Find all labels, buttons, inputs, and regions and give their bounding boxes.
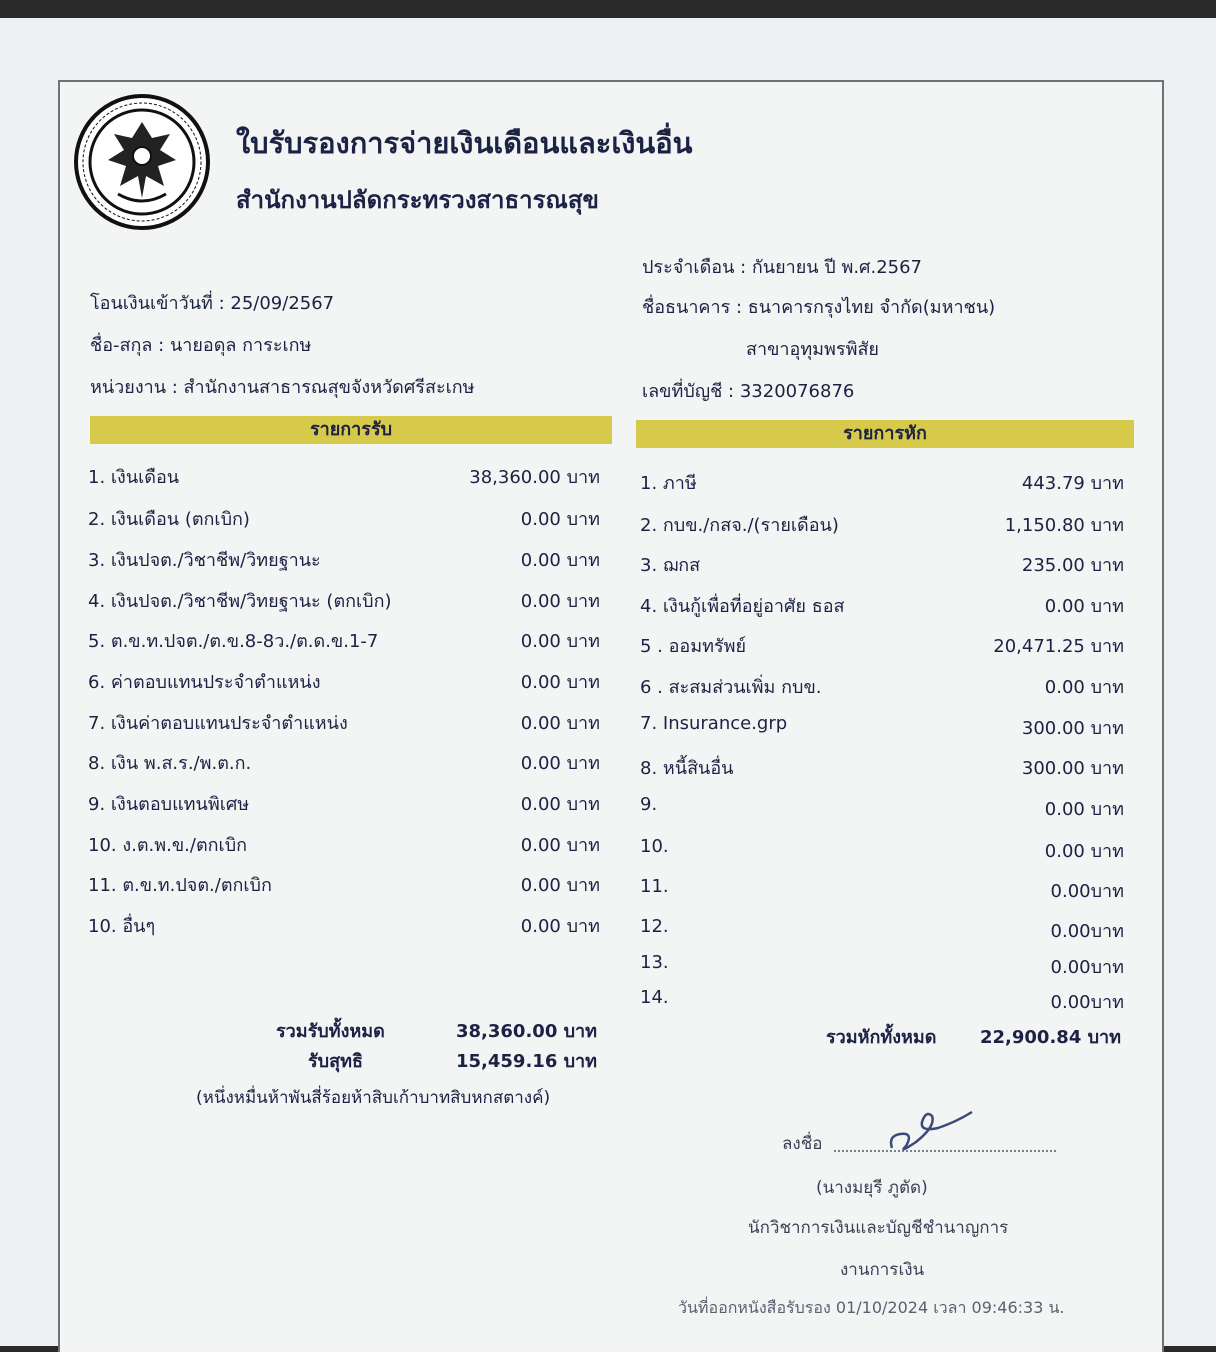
deduction-row: 1. ภาษี 443.79 บาท	[640, 473, 1124, 494]
month-field: ประจำเดือน : กันยายน ปี พ.ศ.2567	[642, 257, 923, 278]
income-total-amount: 38,360.00 บาท	[456, 1021, 598, 1042]
deduction-total-amount: 22,900.84 บาท	[980, 1027, 1122, 1048]
salary-certificate	[58, 80, 1164, 1352]
account-field: เลขที่บัญชี : 3320076876	[642, 381, 855, 402]
bank-field: ชื่อธนาคาร : ธนาคารกรุงไทย จำกัด(มหาชน)	[642, 297, 996, 318]
income-header: รายการรับ	[90, 416, 612, 444]
deduction-row: 13. 0.00บาท	[640, 952, 1124, 978]
income-row: 4. เงินปจต./วิชาชีพ/วิทยฐานะ (ตกเบิก) 0.00 บาท	[88, 591, 600, 612]
deduction-row: 3. ฌกส 235.00 บาท	[640, 555, 1124, 576]
agency-field: หน่วยงาน : สำนักงานสาธารณสุขจังหวัดศรีสะเกษ	[90, 377, 475, 398]
deduction-row: 7. Insurance.grp 300.00 บาท	[640, 713, 1124, 739]
signer-department: งานการเงิน	[840, 1260, 925, 1280]
sign-label: ลงชื่อ	[782, 1134, 823, 1154]
net-pay-words: (หนึ่งหมื่นห้าพันสี่ร้อยห้าสิบเก้าบาทสิบหกสตางค์)	[196, 1088, 551, 1108]
deduction-row: 10. 0.00 บาท	[640, 836, 1124, 862]
deduction-row: 4. เงินกู้เพื่อที่อยู่อาศัย ธอส 0.00 บาท	[640, 596, 1124, 617]
deductions-header: รายการหัก	[636, 420, 1134, 448]
income-row: 2. เงินเดือน (ตกเบิก) 0.00 บาท	[88, 509, 600, 530]
issued-timestamp: วันที่ออกหนังสือรับรอง 01/10/2024 เวลา 09:46:33 น.	[678, 1298, 1065, 1317]
name-field: ชื่อ-สกุล : นายอดุล การะเกษ	[90, 335, 312, 356]
income-row: 10. ง.ต.พ.ข./ตกเบิก 0.00 บาท	[88, 835, 600, 856]
income-row: 11. ต.ข.ท.ปจต./ตกเบิก 0.00 บาท	[88, 875, 600, 896]
income-row: 10. อื่นๆ 0.00 บาท	[88, 916, 600, 937]
screen	[0, 18, 1216, 1346]
deduction-row: 5 . ออมทรัพย์ 20,471.25 บาท	[640, 636, 1124, 657]
income-row: 9. เงินตอบแทนพิเศษ 0.00 บาท	[88, 794, 600, 815]
net-pay-label: รับสุทธิ	[308, 1051, 363, 1072]
income-row: 3. เงินปจต./วิชาชีพ/วิทยฐานะ 0.00 บาท	[88, 550, 600, 571]
deduction-row: 11. 0.00บาท	[640, 876, 1124, 902]
document-title: ใบรับรองการจ่ายเงินเดือนและเงินอื่น	[236, 126, 693, 160]
income-row: 7. เงินค่าตอบแทนประจำตำแหน่ง 0.00 บาท	[88, 713, 600, 734]
income-row: 6. ค่าตอบแทนประจำตำแหน่ง 0.00 บาท	[88, 672, 600, 693]
deduction-row: 6 . สะสมส่วนเพิ่ม กบข. 0.00 บาท	[640, 677, 1124, 698]
ministry-seal-icon	[74, 94, 210, 230]
deduction-row: 12. 0.00บาท	[640, 916, 1124, 942]
signer-name: (นางมยุรี ภูตัด)	[816, 1178, 928, 1198]
deduction-row: 14. 0.00บาท	[640, 987, 1124, 1013]
deduction-row: 9. 0.00 บาท	[640, 794, 1124, 820]
transfer-date-field: โอนเงินเข้าวันที่ : 25/09/2567	[90, 293, 335, 314]
document-subtitle: สำนักงานปลัดกระทรวงสาธารณสุข	[236, 186, 599, 214]
branch-field: สาขาอุทุมพรพิสัย	[746, 339, 879, 360]
income-row: 5. ต.ข.ท.ปจต./ต.ข.8-8ว./ต.ด.ข.1-7 0.00 บาท	[88, 631, 600, 652]
income-row: 1. เงินเดือน 38,360.00 บาท	[88, 467, 600, 488]
signer-position: นักวิชาการเงินและบัญชีชำนาญการ	[748, 1218, 1009, 1238]
deduction-row: 8. หนี้สินอื่น 300.00 บาท	[640, 758, 1124, 779]
handwritten-signature-icon	[886, 1108, 976, 1156]
income-total-label: รวมรับทั้งหมด	[276, 1021, 385, 1042]
deduction-row: 2. กบข./กสจ./(รายเดือน) 1,150.80 บาท	[640, 515, 1124, 536]
net-pay-amount: 15,459.16 บาท	[456, 1051, 598, 1072]
income-row: 8. เงิน พ.ส.ร./พ.ต.ก. 0.00 บาท	[88, 753, 600, 774]
deduction-total-label: รวมหักทั้งหมด	[826, 1027, 937, 1048]
